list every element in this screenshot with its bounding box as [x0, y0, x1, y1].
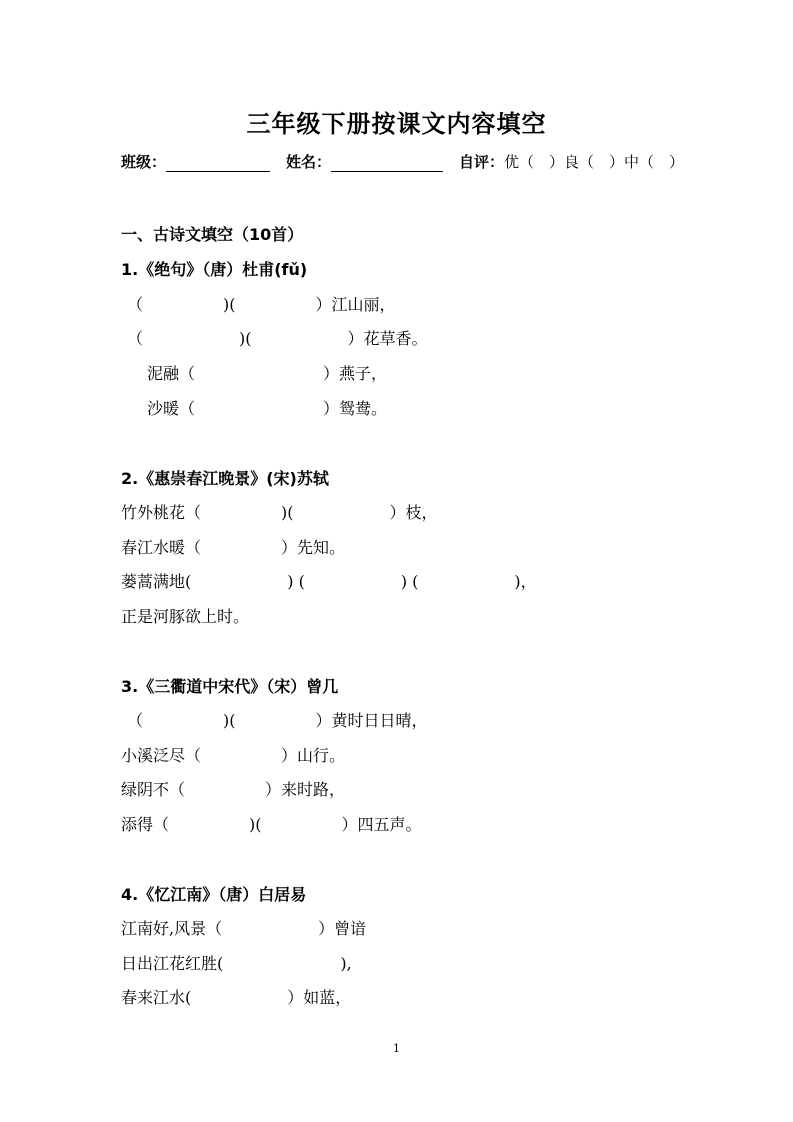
poem-1-line-4: 沙暖（ ）鸳鸯。	[147, 399, 388, 418]
class-blank[interactable]	[166, 155, 270, 172]
poem-4-line-2: 日出江花红胜( ),	[121, 954, 352, 973]
poem-3-line-4: 添得（ )( ）四五声。	[121, 815, 422, 834]
poem-2-line-1: 竹外桃花（ )( ）枝，	[121, 503, 438, 522]
poem-4-line-3: 春来江水( ）如蓝，	[121, 988, 352, 1007]
student-info-row	[121, 151, 721, 175]
poem-4-heading: 4.《忆江南》（唐）白居易	[121, 885, 307, 904]
self-eval-field	[459, 151, 684, 172]
name-blank[interactable]	[331, 155, 443, 172]
poem-3-line-1: （ )( ）黄时日日晴，	[127, 711, 428, 730]
poem-1-line-3: 泥融（ ）燕子，	[147, 364, 388, 383]
poem-2-line-3: 蒌蒿满地( ) ( ) ( )，	[121, 572, 537, 591]
self-eval-label: 自评：	[459, 153, 505, 171]
poem-3-line-3: 绿阴不（ ）来时路，	[121, 780, 346, 799]
poem-2-heading: 2.《惠崇春江晚景》(宋)苏轼	[121, 469, 329, 488]
poem-1-line-2: （ )( ）花草香。	[127, 329, 428, 348]
name-label: 姓名：	[286, 153, 332, 171]
poem-1-line-1: （ )( ）江山丽，	[127, 295, 396, 314]
page-title: 三年级下册按课文内容填空	[246, 110, 547, 138]
poem-3-heading: 3.《三衢道中宋代》（宋）曾几	[121, 677, 339, 696]
poem-4-line-1: 江南好,风景（ ）曾谙	[121, 919, 367, 938]
section-1-heading: 一、古诗文填空（10首）	[121, 225, 304, 244]
poem-2-line-2: 春江水暖（ ）先知。	[121, 538, 346, 557]
name-field[interactable]	[286, 151, 443, 172]
page-number: 1	[393, 1042, 400, 1055]
poem-3-line-2: 小溪泛尽（ ）山行。	[121, 746, 346, 765]
class-field[interactable]	[121, 151, 270, 172]
poem-1-heading: 1.《绝句》（唐）杜甫(fǔ)	[121, 260, 308, 279]
rating-options[interactable]: 优（ ）良（ ）中（ ）	[504, 153, 685, 171]
poem-2-line-4: 正是河豚欲上时。	[121, 607, 250, 626]
class-label: 班级：	[121, 153, 167, 171]
